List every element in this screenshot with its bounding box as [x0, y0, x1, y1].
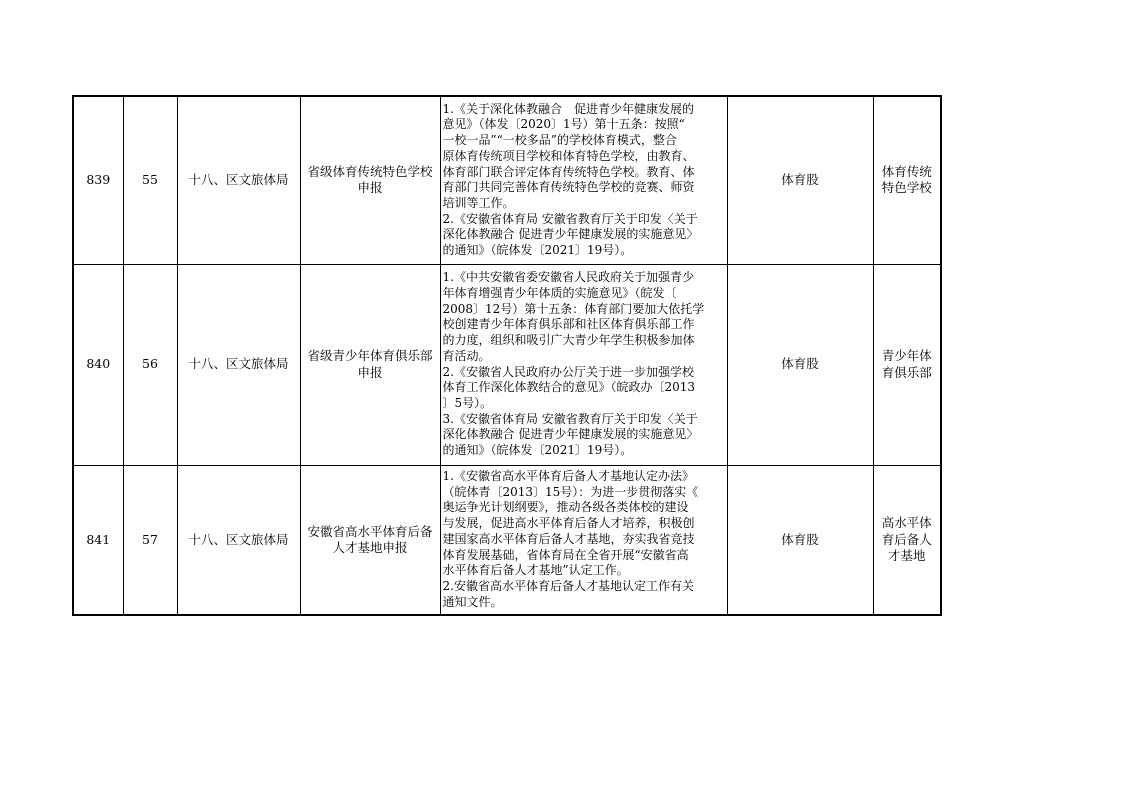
sub-seq-cell: 57	[123, 465, 177, 615]
item-name-cell	[300, 264, 440, 465]
sub-seq-cell: 55	[123, 96, 177, 264]
basis-line: 与发展，促进高水平体育后备人才培养，积极创	[442, 516, 695, 531]
basis-cell	[440, 96, 727, 264]
seq-cell: 840	[73, 264, 123, 465]
basis-line: 年体育增强青少年体质的实施意见》（皖发〔	[442, 285, 677, 300]
basis-line: 2.《安徽省人民政府办公厅关于进一步加强学校	[442, 364, 694, 379]
basis-line: 体育发展基础，省体育局在全省开展“安徽省高	[442, 547, 689, 562]
basis-line: 建国家高水平体育后备人才基地，夯实我省竞技	[442, 531, 695, 546]
basis-cell	[440, 264, 727, 465]
basis-line: 校创建青少年体育俱乐部和社区体育俱乐部工作	[442, 317, 695, 332]
unit-cell: 体育股	[727, 264, 873, 465]
basis-line: 水平体育后备人才基地”认定工作。	[442, 563, 629, 578]
category-line: 体育传统	[881, 164, 932, 180]
basis-line: 一校一品”“一校多品”的学校体育模式，整合	[442, 133, 677, 148]
basis-line: 育活动。	[442, 348, 491, 363]
table-row	[73, 96, 941, 264]
category-line: 育俱乐部	[881, 364, 932, 380]
category-line: 高水平体	[881, 515, 932, 531]
basis-line: （皖体青〔2013〕15号）：为进一步贯彻落实《	[442, 484, 699, 499]
item-name-line: 省级青少年体育俱乐部	[307, 348, 433, 364]
basis-line: 育部门共同完善体育传统特色学校的竞赛、师资	[442, 180, 695, 195]
basis-line: 2008〕12号）第十五条：体育部门要加大依托学	[442, 301, 705, 316]
basis-line: 体育部门联合评定体育传统特色学校。教育、体	[442, 164, 695, 179]
basis-line: 意见》（体发〔2020〕1号）第十五条：按照“	[442, 117, 685, 132]
department-cell: 十八、区文旅体局	[177, 96, 300, 264]
item-name-line: 申报	[357, 364, 383, 380]
unit-cell: 体育股	[727, 96, 873, 264]
table-row	[73, 465, 941, 615]
category-cell	[873, 264, 941, 465]
basis-line: 的力度，组织和吸引广大青少年学生积极参加体	[442, 333, 695, 348]
basis-line: 1.《关于深化体教融合 促进青少年健康发展的	[442, 101, 694, 116]
basis-line: 2.安徽省高水平体育后备人才基地认定工作有关	[442, 579, 694, 593]
item-name-cell	[300, 465, 440, 615]
basis-cell	[440, 465, 727, 615]
seq-cell: 839	[73, 96, 123, 264]
basis-line: 奥运争光计划纲要》，推动各级各类体校的建设	[442, 500, 689, 515]
item-name-line: 申报	[357, 180, 383, 196]
basis-line: 的通知》（皖体发〔2021〕19号）。	[442, 443, 633, 458]
category-line: 育后备人	[881, 531, 932, 547]
department-cell: 十八、区文旅体局	[177, 465, 300, 615]
basis-line: 通知文件。	[442, 594, 503, 609]
basis-line: 的通知》（皖体发〔2021〕19号）。	[442, 243, 633, 258]
basis-line: 深化体教融合 促进青少年健康发展的实施意见〉	[442, 227, 699, 242]
basis-line: 3.《安徽省体育局 安徽省教育厅关于印发〈关于	[442, 411, 698, 426]
basis-line: 体育工作深化体教结合的意见》（皖政办〔2013	[442, 380, 696, 395]
item-name-line: 安徽省高水平体育后备	[307, 523, 433, 539]
seq-cell: 841	[73, 465, 123, 615]
category-line: 青少年体	[881, 348, 932, 364]
basis-line: 培训等工作。	[442, 195, 515, 210]
table-row	[73, 264, 941, 465]
item-name-cell	[300, 96, 440, 264]
item-name-line: 省级体育传统特色学校	[307, 164, 433, 180]
basis-line: 1.《中共安徽省委安徽省人民政府关于加强青少	[442, 270, 694, 285]
unit-cell: 体育股	[727, 465, 873, 615]
basis-line: 深化体教融合 促进青少年健康发展的实施意见〉	[442, 427, 699, 442]
matters-table	[72, 95, 942, 616]
category-line: 才基地	[887, 547, 926, 563]
basis-line: 2.《安徽省体育局 安徽省教育厅关于印发〈关于	[442, 211, 698, 226]
category-line: 特色学校	[881, 180, 932, 196]
item-name-line: 人才基地申报	[332, 539, 408, 555]
sub-seq-cell: 56	[123, 264, 177, 465]
basis-line: 原体育传统项目学校和体育特色学校，由教育、	[442, 148, 695, 163]
category-cell	[873, 96, 941, 264]
basis-line: 〕5号）。	[442, 395, 493, 410]
category-cell	[873, 465, 941, 615]
department-cell: 十八、区文旅体局	[177, 264, 300, 465]
basis-line: 1.《安徽省高水平体育后备人才基地认定办法》	[442, 469, 694, 484]
